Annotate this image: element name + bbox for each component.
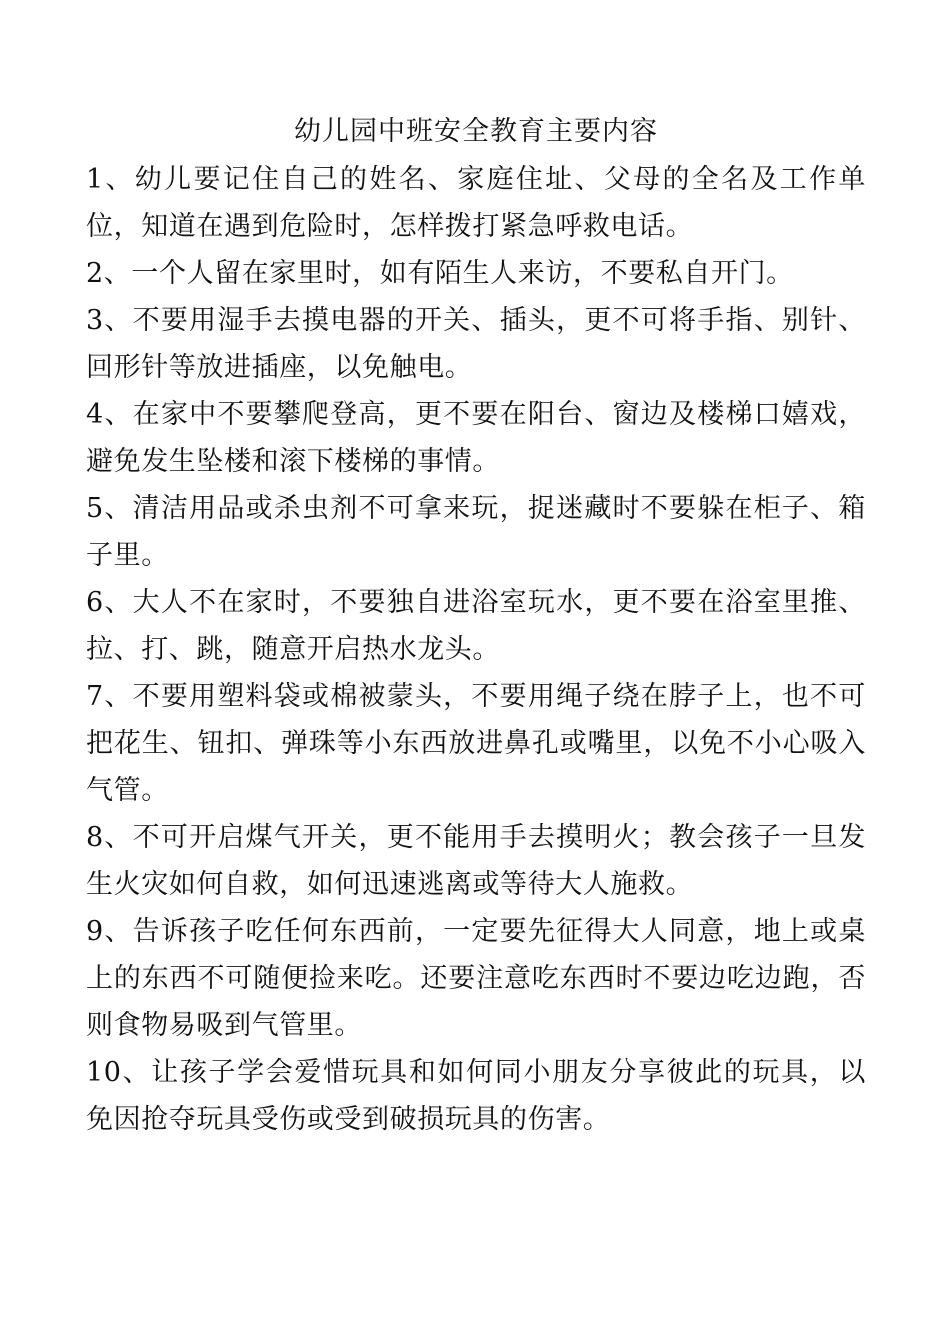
list-item-10: 10、让孩子学会爱惜玩具和如何同小朋友分享彼此的玩具，以免因抢夺玩具受伤或受到破损玩具的伤害。 <box>86 1057 866 1135</box>
list-item-9: 9、告诉孩子吃任何东西前，一定要先征得大人同意，地上或桌上的东西不可随便捡来吃。还要注意吃东西时不要边吃边跑，否则食物易吸到气管里。 <box>86 916 866 1041</box>
list-item-4: 4、在家中不要攀爬登高，更不要在阳台、窗边及楼梯口嬉戏，避免发生坠楼和滚下楼梯的事情。 <box>86 399 866 477</box>
list-item-7: 7、不要用塑料袋或棉被蒙头，不要用绳子绕在脖子上，也不可把花生、钮扣、弹珠等小东西放进鼻孔或嘴里，以免不小心吸入气管。 <box>86 681 866 806</box>
list-item-1: 1、幼儿要记住自己的姓名、家庭住址、父母的全名及工作单位，知道在遇到危险时，怎样拨打紧急呼救电话。 <box>86 164 866 242</box>
safety-content-list <box>86 156 866 1143</box>
list-item-2: 2、一个人留在家里时，如有陌生人来访，不要私自开门。 <box>86 258 794 289</box>
document-title: 幼儿园中班安全教育主要内容 <box>294 116 658 147</box>
list-item-8: 8、不可开启煤气开关，更不能用手去摸明火；教会孩子一旦发生火灾如何自救，如何迅速逃离或等待大人施救。 <box>86 822 866 900</box>
document-page <box>86 108 866 1143</box>
list-item-3: 3、不要用湿手去摸电器的开关、插头，更不可将手指、别针、回形针等放进插座，以免触电。 <box>86 305 866 383</box>
list-item-6: 6、大人不在家时，不要独自进浴室玩水，更不要在浴室里推、拉、打、跳，随意开启热水龙头。 <box>86 587 866 665</box>
list-item-5: 5、清洁用品或杀虫剂不可拿来玩，捉迷藏时不要躲在柜子、箱子里。 <box>86 493 866 571</box>
